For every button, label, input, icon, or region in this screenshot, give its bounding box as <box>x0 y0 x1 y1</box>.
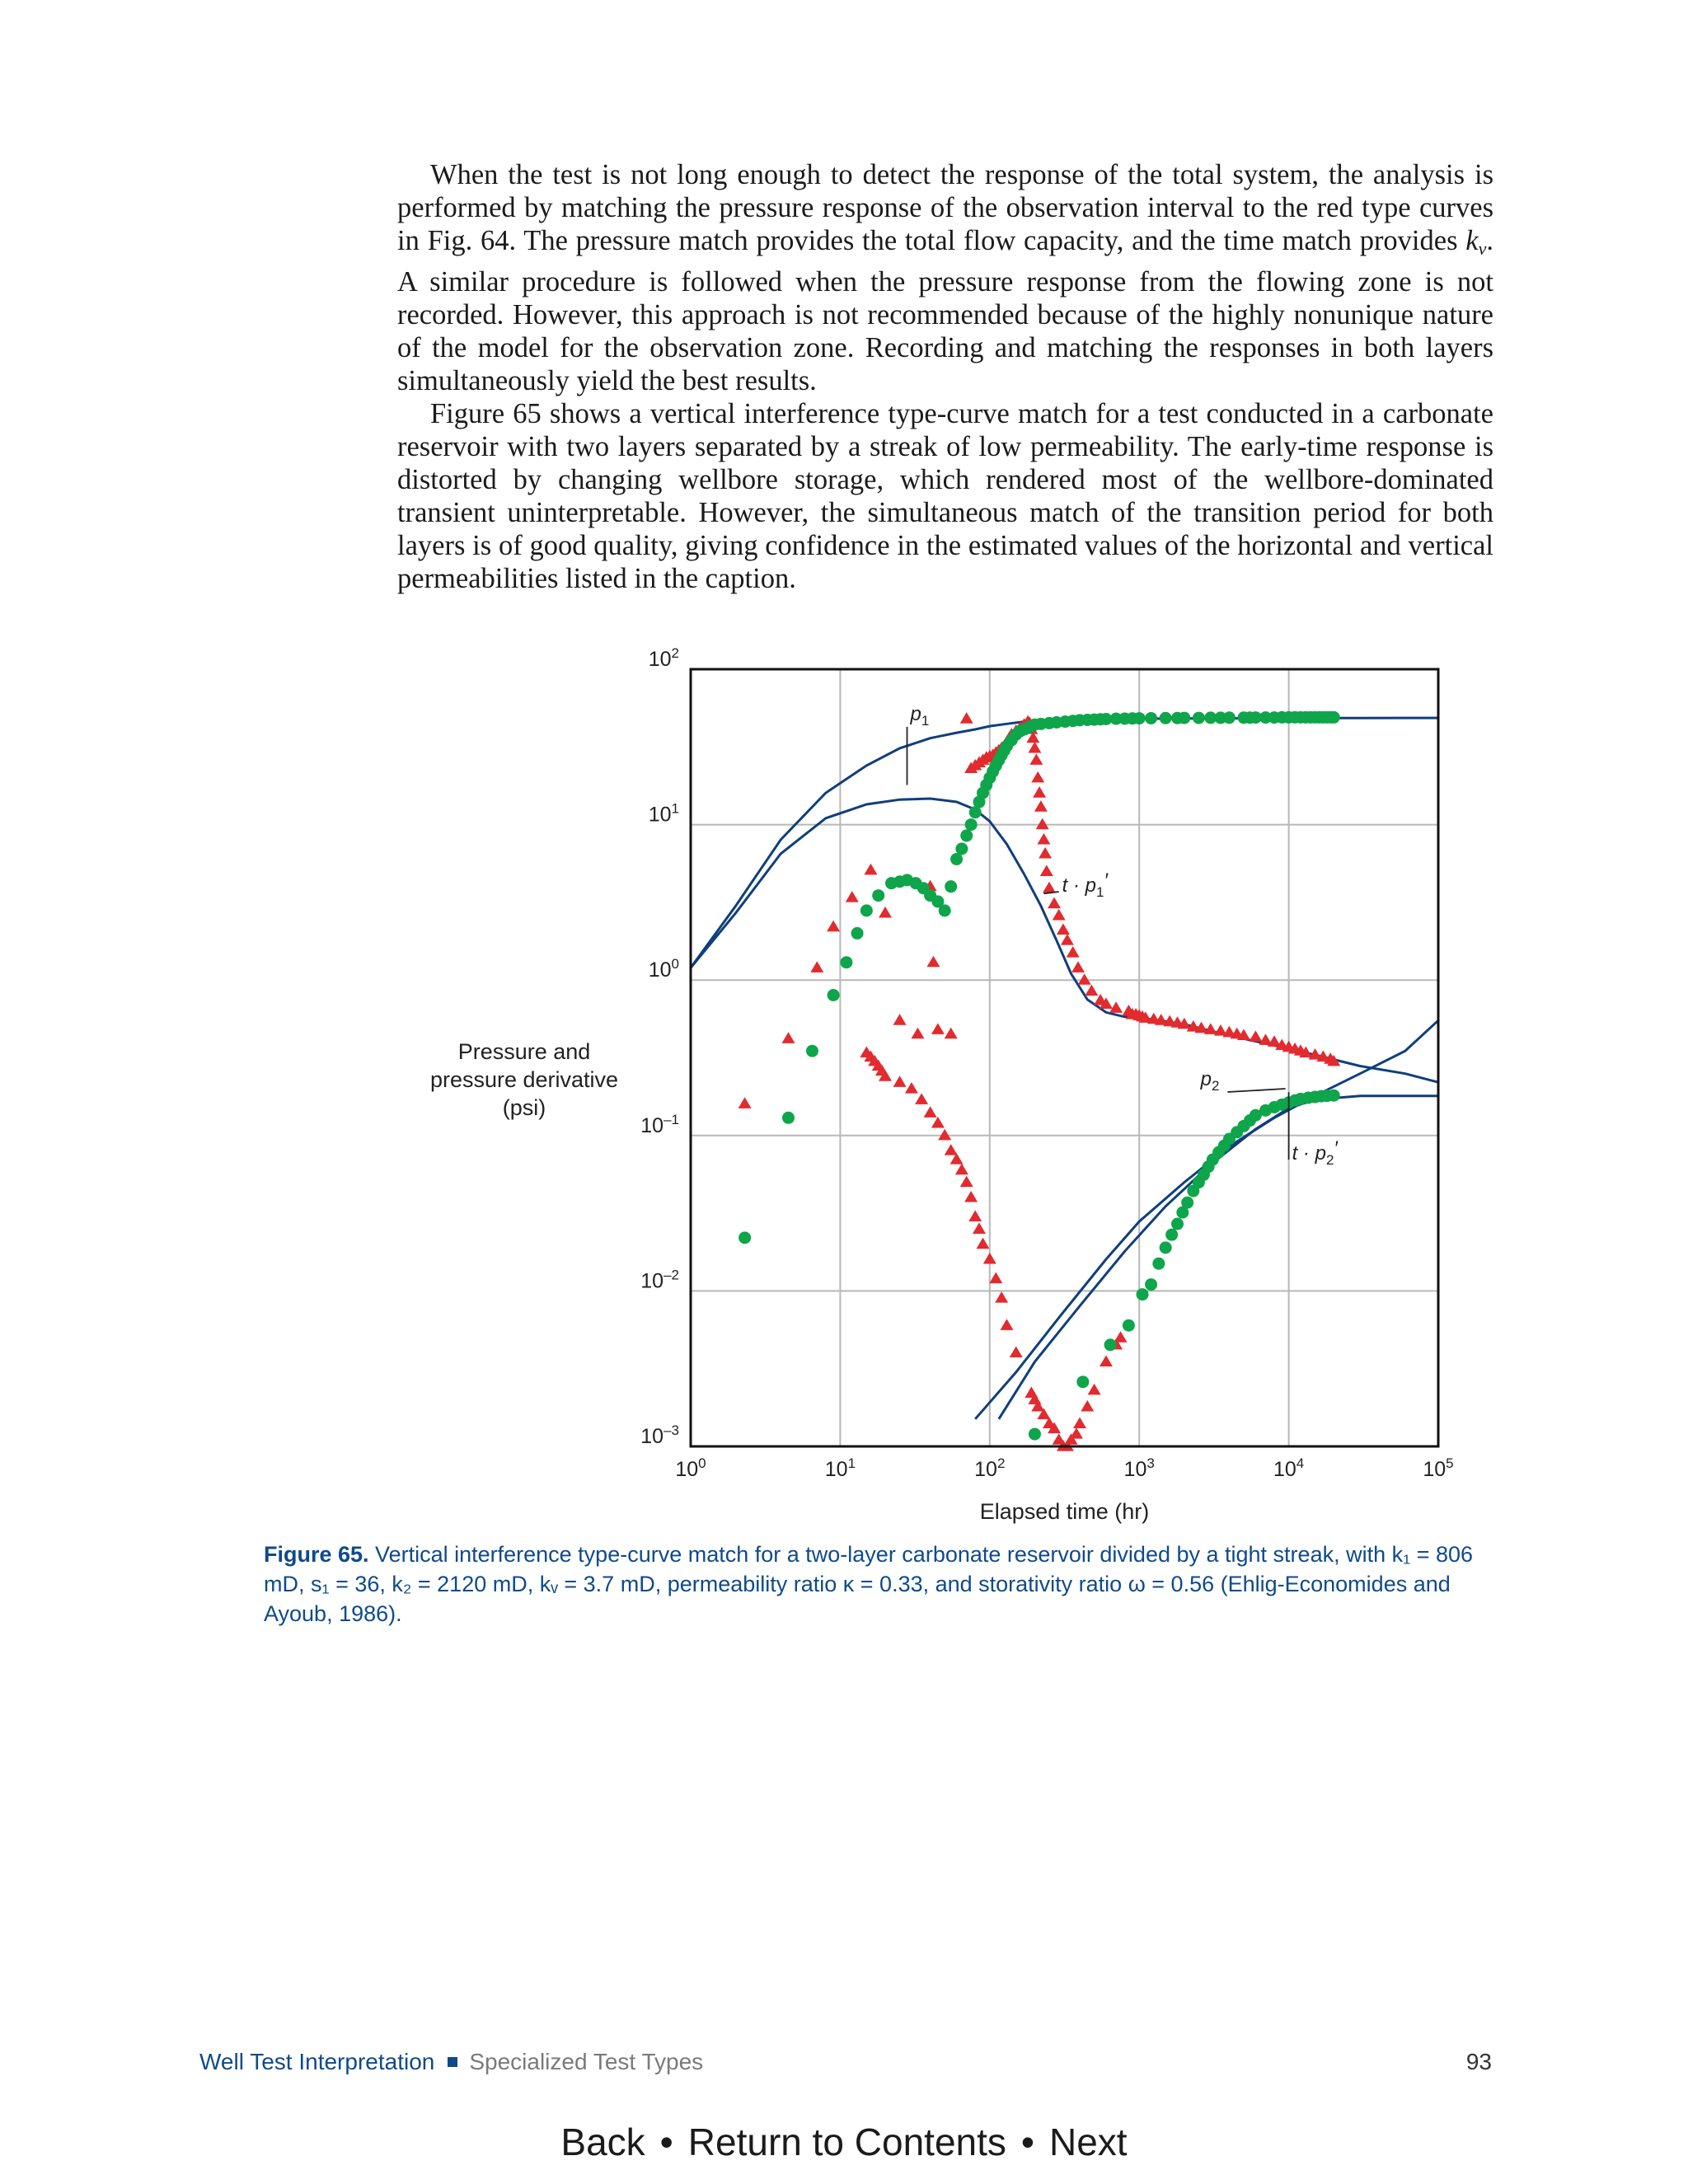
circle-marker <box>1123 1319 1135 1332</box>
x-tick-label: $10^3$ <box>1123 1455 1155 1481</box>
footer-book-title: Well Test Interpretation <box>199 2049 435 2074</box>
circle-marker <box>860 904 873 916</box>
circle-marker <box>1152 1258 1165 1270</box>
footer-section: Specialized Test Types <box>469 2049 704 2074</box>
circle-marker <box>945 880 957 893</box>
y-tick-label: $10^1$ <box>648 800 679 827</box>
circle-marker <box>851 927 864 940</box>
x-tick-label: $10^4$ <box>1273 1455 1305 1481</box>
circle-marker <box>960 829 973 841</box>
return-to-contents-link[interactable]: Return to Contents <box>687 2121 1006 2163</box>
circle-marker <box>840 956 852 968</box>
figure-label: Figure 65. <box>264 1542 369 1567</box>
circle-marker <box>1029 1428 1041 1441</box>
next-link[interactable]: Next <box>1049 2121 1128 2163</box>
paragraph-2: Figure 65 shows a vertical interference type-curve match for a test conducted in a carbonate reservoir with two layers separated by a streak of low permeability. The early-time response is distorted by changing wellbore storage, which rendered most of the wellbore-dominated transient uninterpretable. However, the simultaneous match of the transition period for both layers is of good quality, giving confidence in the estimated values of the horizontal and vertical permeabilities listed in the caption. <box>397 398 1493 594</box>
circle-marker <box>955 842 968 855</box>
circle-marker <box>1160 1241 1172 1254</box>
y-tick-label: $10^{-1}$ <box>640 1111 679 1137</box>
circle-marker <box>1328 1090 1340 1102</box>
circle-marker <box>1145 1278 1157 1291</box>
circle-marker <box>1145 712 1157 724</box>
nav-separator: • <box>659 2121 673 2163</box>
circle-marker <box>1165 1229 1178 1241</box>
x-tick-label: $10^0$ <box>675 1455 706 1481</box>
y-tick-label: $10^0$ <box>648 956 679 982</box>
circle-marker <box>828 989 840 1001</box>
annotation-label: $t \cdot p_1'$ <box>1062 869 1108 901</box>
nav-separator: • <box>1020 2121 1034 2163</box>
x-tick-label: $10^1$ <box>824 1455 856 1481</box>
y-axis-label: pressure derivative <box>429 1067 619 1092</box>
x-tick-label: $10^2$ <box>974 1455 1006 1481</box>
paragraph-1: When the test is not long enough to detect the response of the total system, the analysis is performed by matching the pressure response of the observation interval to the red type curves in Fig. 64. The pressure match provides the total flow capacity, and the time match provides $k_v$. A similar procedure is followed when the pressure response from the flowing zone is not recorded. However, this approach is not recommended because of the highly nonunique nature of the model for the observation zone. Recording and matching the responses in both layers simultaneously yield the best results. <box>397 159 1493 396</box>
circle-marker <box>872 889 884 902</box>
y-tick-label: $10^{-2}$ <box>640 1267 679 1293</box>
circle-marker <box>1076 1376 1089 1388</box>
annotation-label: $p_1$ <box>910 702 930 729</box>
circle-marker <box>1223 711 1236 724</box>
circle-marker <box>1104 1338 1117 1351</box>
circle-marker <box>1181 1197 1193 1209</box>
circle-marker <box>806 1045 818 1057</box>
y-tick-label: $10^2$ <box>648 645 679 671</box>
circle-marker <box>1160 712 1172 724</box>
circle-marker <box>1133 712 1146 724</box>
circle-marker <box>1171 1218 1184 1230</box>
circle-marker <box>782 1112 795 1124</box>
circle-marker <box>1137 1288 1149 1301</box>
y-axis-label: (psi) <box>502 1095 546 1120</box>
back-link[interactable]: Back <box>560 2121 645 2163</box>
navigation-bar <box>0 2120 1688 2164</box>
circle-marker <box>1178 712 1190 724</box>
circle-marker <box>738 1231 751 1244</box>
x-axis-label: Elapsed time (hr) <box>979 1499 1150 1524</box>
circle-marker <box>939 904 951 916</box>
circle-marker <box>1328 711 1340 724</box>
figure-caption-text: Vertical interference type-curve match for a two-layer carbonate reservoir divided by a tight streak, with k₁ = 806 mD, s₁ = 36, k₂ = 2120 mD, kᵥ = 3.7 mD, permeability ratio κ = 0.33, and storativity ratio ω = 0.56 (Ehlig-Economides and Ayoub, 1986). <box>264 1542 1474 1626</box>
x-tick-label: $10^5$ <box>1423 1455 1454 1481</box>
y-tick-label: $10^{-3}$ <box>640 1422 679 1448</box>
y-axis-label: Pressure and <box>457 1039 591 1064</box>
annotation-label: $t \cdot p_2'$ <box>1292 1137 1338 1169</box>
page-footer <box>199 2049 1492 2075</box>
footer-square-icon <box>448 2057 457 2067</box>
page-number: 93 <box>1465 2049 1492 2074</box>
figure-caption <box>264 1540 1500 1629</box>
circle-marker <box>965 818 978 831</box>
annotation-label: $p_2$ <box>1200 1068 1220 1094</box>
circle-marker <box>1193 712 1205 724</box>
